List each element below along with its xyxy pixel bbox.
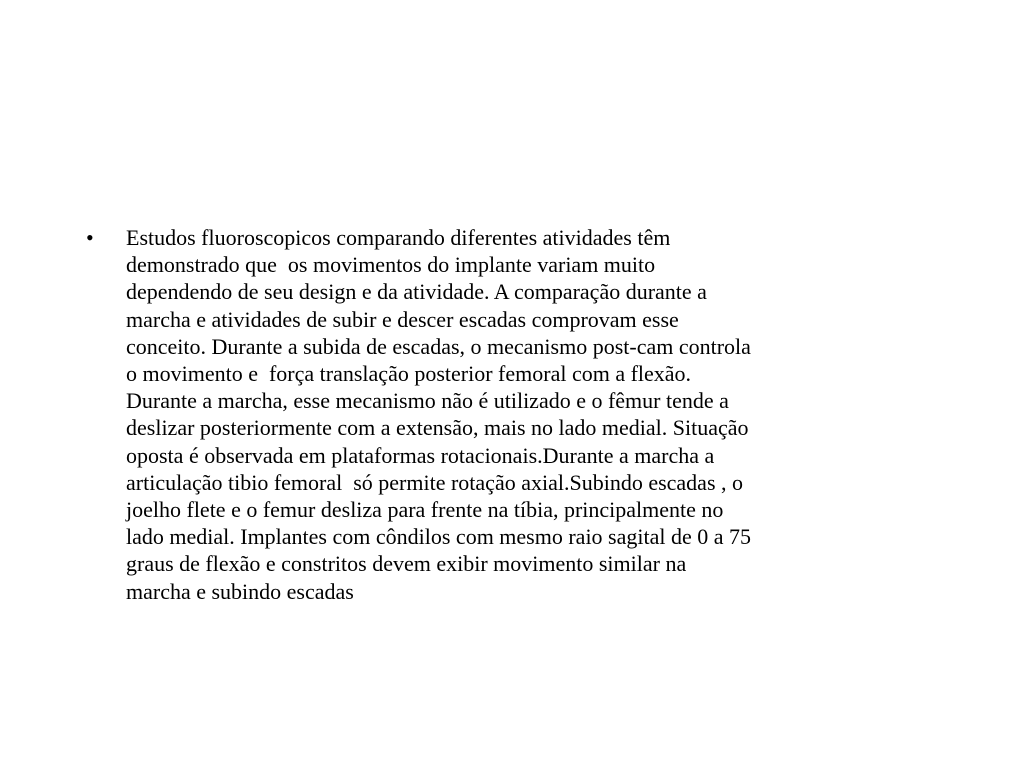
bullet-marker: •	[86, 225, 94, 250]
list-item	[86, 224, 986, 605]
bullet-list	[86, 224, 986, 605]
bullet-text: Estudos fluoroscopicos comparando diferentes atividades têm demonstrado que os movimentos do implante variam muito dependendo de seu design e da atividade. A comparação durante a marcha e atividades de subir e descer escadas comprovam esse conceito. Durante a subida de escadas, o mecanismo post-cam controla o movimento e força translação posterior femoral com a flexão. Durante a marcha, esse mecanismo não é utilizado e o fêmur tende a deslizar posteriormente com a extensão, mais no lado medial. Situação oposta é observada em plataformas rotacionais.Durante a marcha a articulação tibio femoral só permite rotação axial.Subindo escadas , o joelho flete e o femur desliza para frente na tíbia, principalmente no lado medial. Implantes com côndilos com mesmo raio sagital de 0 a 75 graus de flexão e constritos devem exibir movimento similar na marcha e subindo escadas	[126, 225, 752, 604]
